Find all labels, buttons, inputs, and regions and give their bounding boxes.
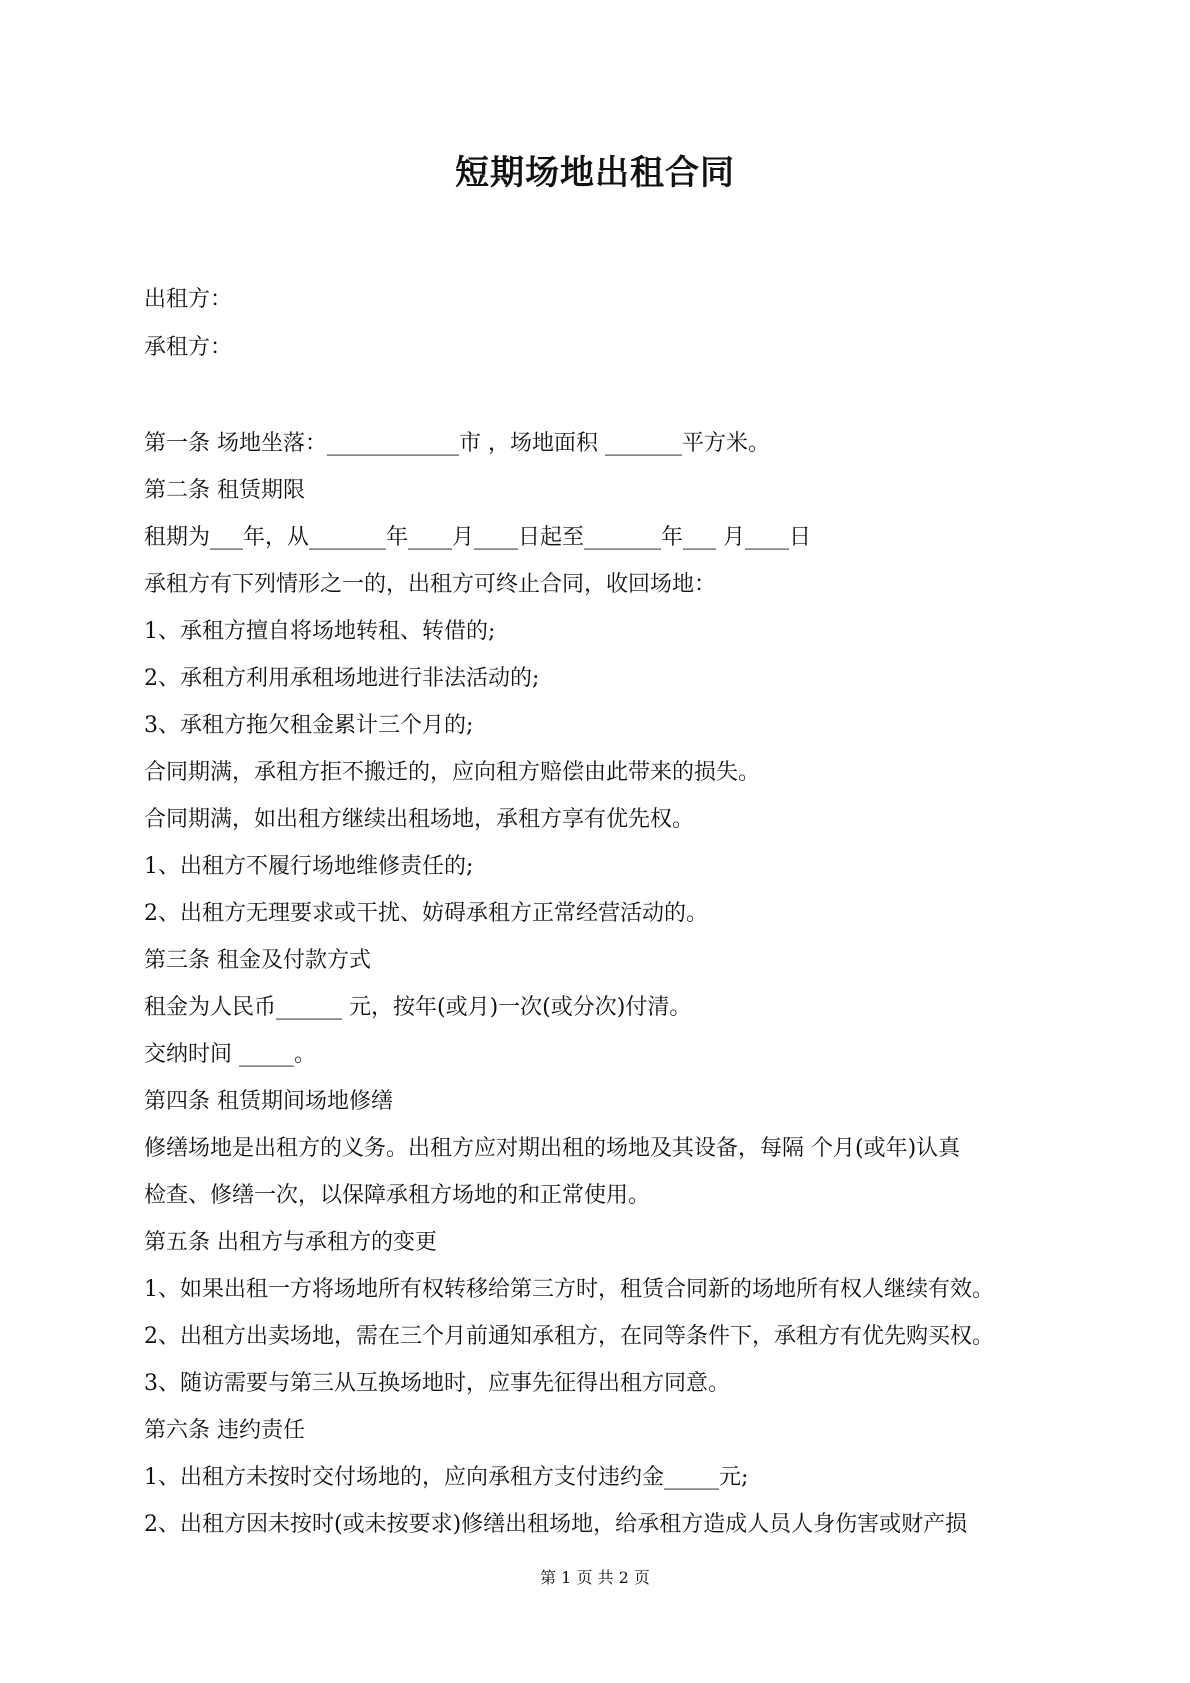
termination-item-1: 1、承租方擅自将场地转租、转借的;	[144, 619, 496, 644]
article-1: 第一条 场地坐落：____________市 ，场地面积 _______平方米。	[144, 431, 770, 456]
repair-clause-line-2: 检查、修缮一次，以保障承租方场地的和正常使用。	[144, 1183, 651, 1208]
liability-item-2: 2、出租方因未按时(或未按要求)修缮出租场地，给承租方造成人员人身伤害或财产损	[144, 1512, 968, 1537]
lessee-label: 承租方：	[144, 335, 233, 360]
lessor-breach-item-1: 1、出租方不履行场地维修责任的;	[144, 854, 474, 879]
rent-amount-line: 租金为人民币______ 元，按年(或月)一次(或分次)付清。	[144, 995, 692, 1020]
repair-clause-line-1: 修缮场地是出租方的义务。出租方应对期出租的场地及其设备，每隔 个月(或年)认真	[144, 1136, 961, 1161]
change-item-3: 3、随访需要与第三从互换场地时，应事先征得出租方同意。	[144, 1371, 730, 1396]
payment-time-line: 交纳时间 _____。	[144, 1042, 316, 1067]
article-4-heading: 第四条 租赁期间场地修缮	[144, 1089, 393, 1114]
expiry-clause-2: 合同期满，如出租方继续出租场地，承租方享有优先权。	[144, 807, 695, 832]
lease-term-line: 租期为___年，从_______年____月____日起至_______年___ 月____日	[144, 525, 811, 550]
article-6-heading: 第六条 违约责任	[144, 1418, 305, 1443]
article-3-heading: 第三条 租金及付款方式	[144, 948, 371, 973]
page-footer: 第 1 页 共 2 页	[540, 1568, 650, 1587]
article-5-heading: 第五条 出租方与承租方的变更	[144, 1230, 437, 1255]
termination-intro: 承租方有下列情形之一的，出租方可终止合同，收回场地：	[144, 572, 717, 597]
article-2-heading: 第二条 租赁期限	[144, 478, 305, 503]
lessor-label: 出租方：	[144, 287, 233, 312]
termination-item-3: 3、承租方拖欠租金累计三个月的;	[144, 713, 474, 738]
contract-title: 短期场地出租合同	[455, 153, 735, 193]
change-item-2: 2、出租方出卖场地，需在三个月前通知承租方，在同等条件下，承租方有优先购买权。	[144, 1324, 994, 1349]
expiry-clause-1: 合同期满，承租方拒不搬迁的，应向租方赔偿由此带来的损失。	[144, 760, 761, 785]
change-item-1: 1、如果出租一方将场地所有权转移给第三方时，租赁合同新的场地所有权人继续有效。	[144, 1277, 994, 1302]
lessor-breach-item-2: 2、出租方无理要求或干扰、妨碍承租方正常经营活动的。	[144, 901, 708, 926]
termination-item-2: 2、承租方利用承租场地进行非法活动的;	[144, 666, 540, 691]
liability-item-1: 1、出租方未按时交付场地的，应向承租方支付违约金_____元;	[144, 1465, 749, 1490]
